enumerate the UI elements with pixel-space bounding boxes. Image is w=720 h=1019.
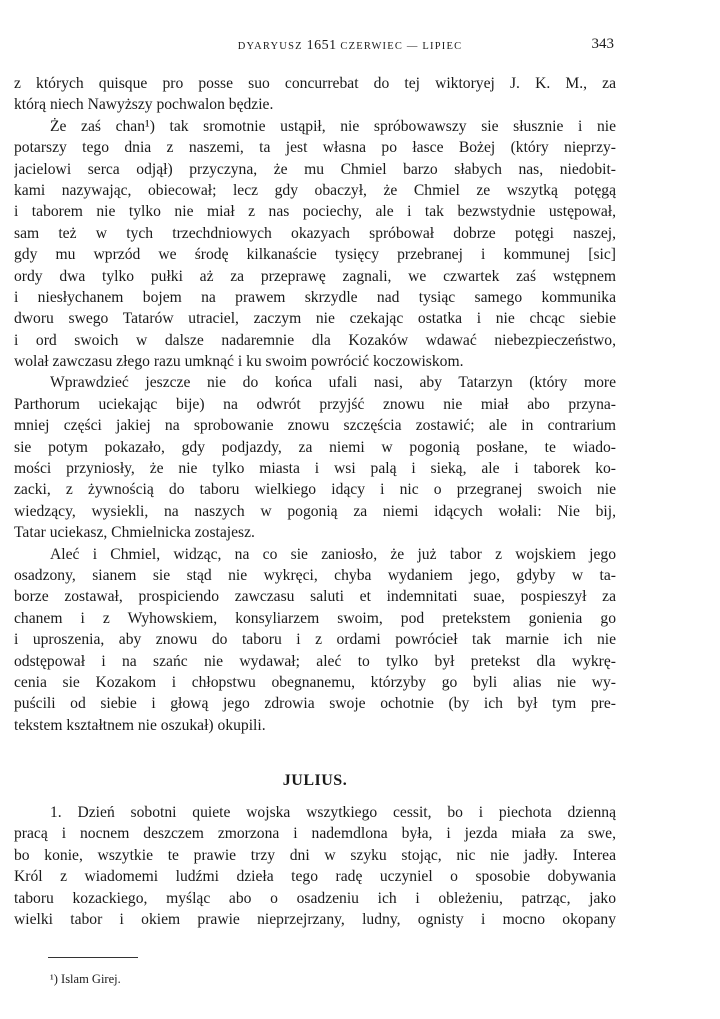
- footnote: ¹) Islam Girej.: [50, 972, 121, 986]
- text-line: odstępował i na szańc nie wydawał; aleć to tylko był pretekst dla wykrę-: [14, 652, 616, 670]
- text-line: borze zostawał, prospiciendo zawczasu saluti et indemnitati suae, pospieszył za: [14, 588, 616, 606]
- text-line: potarszy tego dnia z naszemi, ta jest własna po łasce Bożej (który nieprzy-: [14, 139, 616, 157]
- text-line: Aleć i Chmiel, widząc, na co sie zaniosło, że już tabor z wojskiem jego: [50, 545, 616, 563]
- running-title-prefix: DYARYUSZ: [237, 41, 303, 52]
- text-line: i taborem nie tylko nie miał z nas pociechy, ale i tak bezwstydnie ustępował,: [14, 203, 616, 221]
- text-line: jacielowi serca odjął) przyczyna, że mu Chmiel barzo słabych nas, niedobit-: [14, 160, 616, 178]
- text-line: dworu swego Tatarów utraciel, zaczym nie czekając ostatka i nie chcąc siebie: [14, 310, 616, 328]
- text-line: Tatar uciekasz, Chmielnicka zostajesz.: [14, 524, 255, 542]
- text-line: sie potym pokazało, gdy podjazdy, za niemi w pogonią posłane, te wiado-: [14, 438, 616, 456]
- text-line: i niesłychanem bojem na prawem skrzydle nad tysiąc samego kommunika: [14, 288, 616, 306]
- text-line: Parthorum uciekając bije) na odwrót przyjść znowu nie miał abo przyna-: [14, 395, 616, 413]
- text-line: mości przyniosły, że nie tylko miasta i wsi palą i sieką, ale i taborek ko-: [14, 460, 616, 478]
- running-head: [0, 36, 720, 56]
- text-line: gdy mu wprzód we środę kilkanaście tysięcy przebranej i kommunej [sic]: [14, 246, 616, 264]
- text-line: 1. Dzień sobotni quiete wojska wszytkiego cessit, bo i piechota dzienną: [50, 804, 616, 821]
- text-line: zacki, z żywnością do taboru wielkiego idący i nic o przegranej swoich nie: [14, 481, 616, 499]
- text-line: i uproszenia, aby znowu do taboru i z ordami powrócieł tak marnie ich nie: [14, 631, 616, 649]
- text-line: chanem i z Wyhowskiem, konsyliarzem swoim, pod pretekstem gonienia go: [14, 609, 616, 627]
- body-text-julius: [14, 802, 616, 930]
- text-line: mniej części jakiej na sprobowanie znowu szczęścia zostawić; ale in contrarium: [14, 417, 616, 435]
- text-line: osadzony, sianem sie stąd nie wykręci, chyba wydaniem jego, gdyby w ta-: [14, 566, 616, 584]
- text-line: wolał zawczasu złego razu umknąć i ku swoim powrócić koczowiskom.: [14, 353, 464, 371]
- text-line: z których quisque pro posse suo concurrebat do tej wiktoryej J. K. M., za: [14, 75, 616, 92]
- running-title: [130, 38, 570, 54]
- text-line: Że zaś chan¹) tak sromotnie ustąpił, nie spróbowawszy sie słusznie i nie: [50, 117, 616, 135]
- text-line: sam też w tych trzechdniowych okazyach spróbował dobrze potęgi naszej,: [14, 224, 616, 242]
- text-line: kami nazywając, obiecował; lecz gdy obaczył, że Chmiel ze wszytką potęgą: [14, 181, 616, 199]
- text-line: cenia sie Kozakom i chłopstwu obegnanemu, którzyby go byli alias nie wy-: [14, 673, 616, 691]
- text-line: którą niech Nawyższy pochwalon będzie.: [14, 96, 274, 114]
- page-number: 343: [591, 36, 614, 52]
- body-text: [14, 73, 616, 736]
- running-title-suffix: CZERWIEC — LIPIEC: [340, 41, 463, 52]
- text-line: bo konie, wszytkie te prawie trzy dni w szyku stojąc, nic nie jadły. Interea: [14, 846, 616, 864]
- footnote-divider: [48, 957, 138, 958]
- text-line: wielki tabor i okiem prawie nieprzejrzany, ludny, ognisty i mocno okopany: [14, 910, 616, 928]
- text-line: puścili od siebie i głową jego zdrowia swoje ochotnie (by ich był tym pre-: [14, 695, 616, 713]
- text-line: taboru kozackiego, myśląc abo o osadzeniu ich i obleżeniu, patrząc, jako: [14, 889, 616, 907]
- text-line: i ord swoich w dalsze nadaremnie dla Kozaków wdawać niebezpieczeństwo,: [14, 331, 616, 349]
- text-line: Król z wiadomemi ludźmi dzieła tego radę uczyniel o sposobie dobywania: [14, 868, 616, 886]
- text-line: ordy dwa tylko pułki aż za przeprawę zagnali, we czwartek zaś wstępnem: [14, 267, 616, 285]
- text-line: pracą i nocnem deszczem zmorzona i nademdlona była, i jezda miała za swe,: [14, 825, 616, 843]
- text-line: Wprawdzieć jeszcze nie do końca ufali nasi, aby Tatarzyn (który more: [50, 374, 616, 392]
- text-line: wiedzący, wysiekli, na naszych w pogonią za niemi idących wołali: Nie bij,: [14, 502, 616, 520]
- running-title-year: 1651: [306, 38, 337, 53]
- text-line: tekstem kształtnem nie oszukał) okupili.: [14, 716, 266, 734]
- section-heading: JULIUS.: [282, 772, 348, 789]
